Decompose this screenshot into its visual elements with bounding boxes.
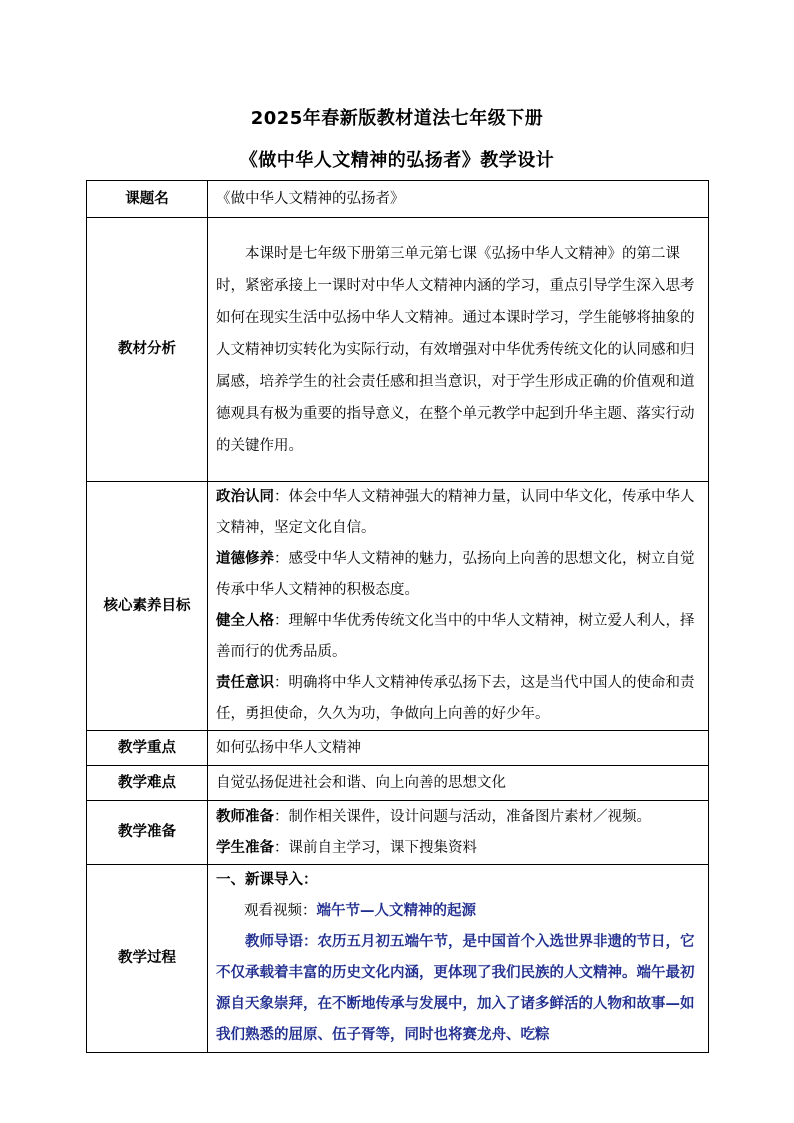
label-analysis: 教材分析 — [87, 218, 208, 482]
goal-term: 道德修养 — [216, 551, 274, 567]
table-row-goals — [87, 482, 709, 731]
value-difficulty: 自觉弘扬促进社会和谐、向上向善的思想文化 — [208, 766, 709, 801]
table-row-key-point — [87, 731, 709, 766]
document-subtitle: 《做中华人文精神的弘扬者》教学设计 — [239, 150, 555, 171]
goal-text: ：感受中华人文精神的魅力，弘扬向上向善的思想文化，树立自觉传承中华人文精神的积极态度。 — [216, 551, 695, 598]
guide-text: ：农历五月初五端午节，是中国首个入选世界非遗的节日，它不仅承载着丰富的历史文化内涵，更体现了我们民族的人文精神。端午最初源自天象崇拜，在不断地传承与发展中，加入了诸多鲜活的人物和故事—如我们熟悉的屈原、伍子胥等，同时也将赛龙舟、吃粽 — [216, 934, 695, 1043]
label-preparation: 教学准备 — [87, 801, 208, 865]
video-title: 端午节—人文精神的起源 — [316, 903, 476, 919]
goal-text: ：明确将中华人文精神传承弘扬下去，这是当代中国人的使命和责任，勇担使命，久久为功，争做向上向善的好少年。 — [216, 675, 695, 722]
process-video-line — [216, 896, 700, 927]
label-difficulty: 教学难点 — [87, 766, 208, 801]
goal-term: 责任意识 — [216, 675, 274, 691]
goal-text: ：理解中华优秀传统文化当中的中华人文精神，树立爱人利人，择善而行的优秀品质。 — [216, 613, 695, 660]
goal-item — [216, 606, 700, 668]
prep-student-term: 学生准备 — [216, 839, 274, 856]
table-row-analysis — [87, 218, 709, 482]
value-key-point: 如何弘扬中华人文精神 — [208, 731, 709, 766]
video-prefix: 观看视频： — [244, 903, 317, 919]
goal-item — [216, 482, 700, 544]
guide-term: 教师导语 — [245, 934, 303, 950]
label-key-point: 教学重点 — [87, 731, 208, 766]
prep-student — [216, 833, 700, 864]
value-process — [208, 865, 709, 1053]
goal-term: 健全人格 — [216, 613, 274, 629]
label-process: 教学过程 — [87, 865, 208, 1053]
value-topic: 《做中华人文精神的弘扬者》 — [208, 181, 709, 218]
document-title: 2025年春新版教材道法七年级下册 — [250, 108, 544, 129]
process-section-heading: 一、新课导入： — [216, 872, 318, 888]
value-analysis: 本课时是七年级下册第三单元第七课《弘扬中华人文精神》的第二课时，紧密承接上一课时对中华人文精神内涵的学习，重点引导学生深入思考如何在现实生活中弘扬中华人文精神。通过本课时学习，学生能够将抽象的人文精神切实转化为实际行动，有效增强对中华优秀传统文化的认同感和归属感，培养学生的社会责任感和担当意识，对于学生形成正确的价值观和道德观具有极为重要的指导意义，在整个单元教学中起到升华主题、落实行动的关键作用。 — [208, 218, 709, 482]
goal-text: ：体会中华人文精神强大的精神力量，认同中华文化，传承中华人文精神，坚定文化自信。 — [216, 489, 695, 536]
table-row-preparation — [87, 801, 709, 865]
goal-term: 政治认同 — [216, 489, 274, 505]
goal-item — [216, 544, 700, 606]
table-row-topic — [87, 181, 709, 218]
prep-teacher-text: ：制作相关课件，设计问题与活动，准备图片素材／视频。 — [274, 808, 651, 825]
value-preparation — [208, 801, 709, 865]
table-row-process — [87, 865, 709, 1053]
prep-teacher — [216, 802, 700, 833]
prep-teacher-term: 教师准备 — [216, 808, 274, 825]
table-row-difficulty — [87, 766, 709, 801]
goal-item — [216, 668, 700, 730]
label-goals: 核心素养目标 — [87, 482, 208, 731]
process-guide — [216, 927, 700, 1051]
label-topic: 课题名 — [87, 181, 208, 218]
lesson-plan-table — [86, 180, 709, 1053]
prep-student-text: ：课前自主学习，课下搜集资料 — [274, 839, 477, 856]
value-goals — [208, 482, 709, 731]
